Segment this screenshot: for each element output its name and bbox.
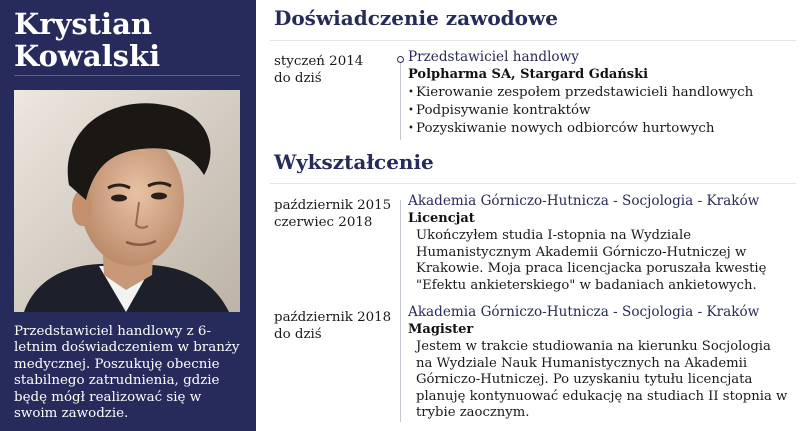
experience-entry (408, 49, 796, 138)
job-role: Przedstawiciel handlowy (408, 49, 579, 65)
education-entry (408, 304, 796, 422)
list-item: • Pozyskiwanie nowych odbiorców hurtowych (408, 120, 796, 138)
list-item: • Kierowanie zespołem przedstawicieli handlowych (408, 84, 796, 102)
timeline-dot-icon (397, 56, 404, 63)
date-from: październik 2015 (274, 198, 392, 213)
timeline-line (400, 200, 401, 422)
education-heading: Wykształcenie (274, 150, 434, 174)
education-date (274, 198, 391, 231)
date-to: do dziś (274, 326, 322, 342)
list-item: • Podpisywanie kontraktów (408, 102, 796, 120)
profile-summary: Przedstawiciel handlowy z 6-letnim doświadczeniem w branży medycznej. Poszukuję obecnie stabilnego zatrudnienia, gdzie będę mógł realizować się w swoim zawodzie. (14, 324, 240, 422)
school-name: Akademia Górniczo-Hutnicza - Socjologia - Kraków (408, 304, 760, 320)
education-entry (408, 193, 796, 294)
person-name (14, 8, 160, 72)
main-content (256, 0, 800, 431)
timeline-line (400, 60, 401, 140)
date-from: październik 2018 (274, 310, 392, 325)
last-name: Kowalski (14, 39, 161, 73)
name-divider (14, 75, 240, 76)
experience-heading: Doświadczenie zawodowe (274, 6, 558, 30)
profile-photo (14, 90, 240, 312)
experience-divider (270, 40, 796, 41)
degree-name: Licencjat (408, 211, 475, 226)
education-date (274, 310, 391, 343)
degree-name: Magister (408, 322, 474, 337)
experience-date (274, 54, 363, 87)
education-divider (270, 183, 796, 184)
date-to: czerwiec 2018 (274, 214, 373, 230)
school-name: Akademia Górniczo-Hutnicza - Socjologia - Kraków (408, 193, 760, 209)
first-name: Krystian (14, 7, 152, 41)
job-duties-list (408, 84, 796, 138)
date-to: do dziś (274, 70, 322, 86)
education-description: Ukończyłem studia I-stopnia na Wydziale Humanistycznym Akademii Górniczo-Hutniczej w Krakowie. Moja praca licencjacka poruszała kwestię "Efektu ankieterskiego" w badaniach ankietowych. (416, 228, 767, 293)
education-description: Jestem w trakcie studiowania na kierunku Socjologia na Wydziale Nauk Humanistycznych na Akademii Górniczo-Hutniczej. Po uzyskaniu tytułu licencjata planuję kontynuować edukację na studiach II stopnia w trybie zaocznym. (416, 339, 788, 421)
date-from: styczeń 2014 (274, 54, 364, 69)
job-company: Polpharma SA, Stargard Gdański (408, 67, 649, 82)
sidebar (0, 0, 256, 431)
